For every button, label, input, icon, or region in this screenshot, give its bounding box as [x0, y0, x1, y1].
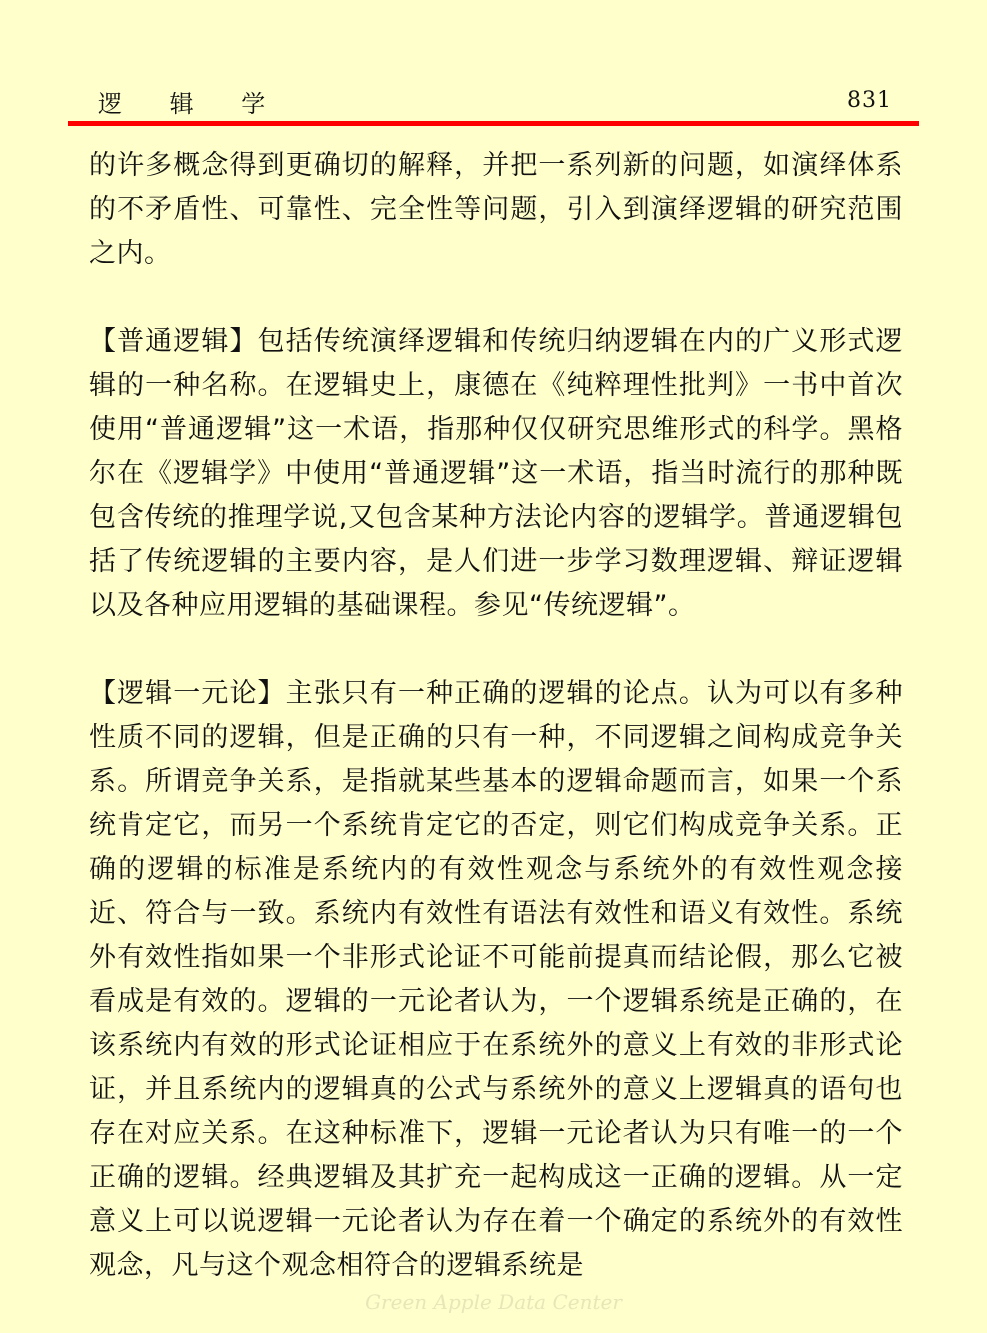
running-title: 逻 辑 学 — [98, 90, 286, 118]
watermark: Green Apple Data Center — [365, 1290, 622, 1314]
header-rule — [68, 121, 919, 126]
entry-luoji-yiyuanlun: 【逻辑一元论】主张只有一种正确的逻辑的论点。认为可以有多种性质不同的逻辑，但是正确的只有一种，不同逻辑之间构成竞争关系。所谓竞争关系，是指就某些基本的逻辑命题而言，如果一个系统肯定它，而另一个系统肯定它的否定，则它们构成竞争关系。正确的逻辑的标准是系统内的有效性观念与系统外的有效性观念接近、符合与一致。系统内有效性有语法有效性和语义有效性。系统外有效性指如果一个非形式论证不可能前提真而结论假，那么它被看成是有效的。逻辑的一元论者认为，一个逻辑系统是正确的，在该系统内有效的形式论证相应于在系统外的意义上有效的非形式论证，并且系统内的逻辑真的公式与系统外的意义上逻辑真的语句也存在对应关系。在这种标准下，逻辑一元论者认为只有唯一的一个正确的逻辑。经典逻辑及其扩充一起构成这一正确的逻辑。从一定意义上可以说逻辑一元论者认为存在着一个确定的系统外的有效性观念，凡与这个观念相符合的逻辑系统是 — [89, 678, 903, 1281]
page-body — [89, 144, 903, 1288]
entry-putong-luoji: 【普通逻辑】包括传统演绎逻辑和传统归纳逻辑在内的广义形式逻辑的一种名称。在逻辑史上，康德在《纯粹理性批判》一书中首次使用“普通逻辑”这一术语，指那种仅仅研究思维形式的科学。黑格尔在《逻辑学》中使用“普通逻辑”这一术语，指当时流行的那种既包含传统的推理学说,又包含某种方法论内容的逻辑学。普通逻辑包括了传统逻辑的主要内容，是人们进一步学习数理逻辑、辩证逻辑以及各种应用逻辑的基础课程。参见“传统逻辑”。 — [89, 326, 903, 621]
paragraph-continuation: 的许多概念得到更确切的解释，并把一系列新的问题，如演绎体系的不矛盾性、可靠性、完全性等问题，引入到演绎逻辑的研究范围之内。 — [89, 150, 903, 269]
page-header — [0, 0, 987, 130]
page-number: 831 — [847, 88, 892, 113]
